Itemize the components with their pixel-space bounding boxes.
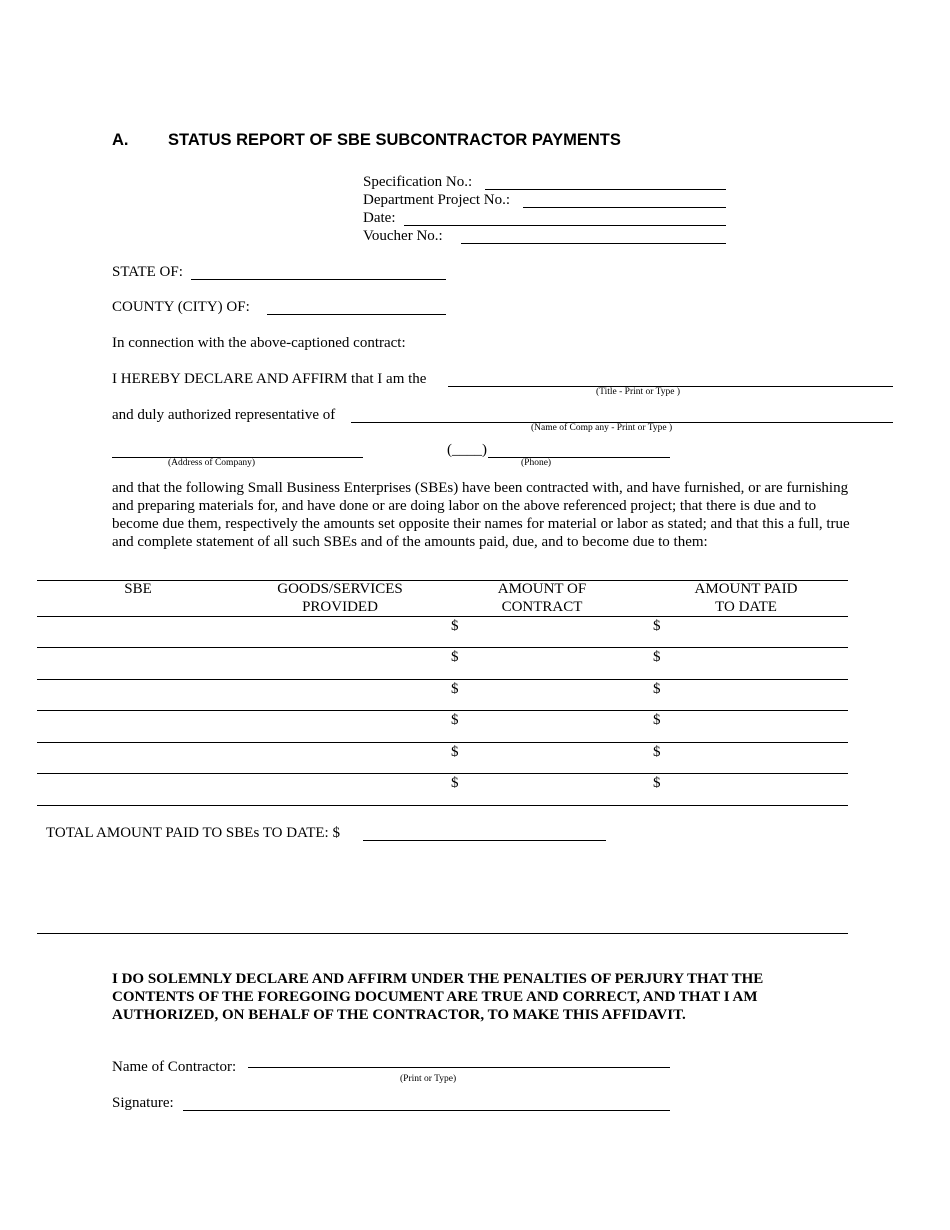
contractor-name-input[interactable] <box>248 1067 670 1068</box>
table-header-border <box>37 616 848 617</box>
phone-input[interactable] <box>488 457 670 458</box>
intro-text: In connection with the above-captioned contract: <box>112 335 406 351</box>
row-divider <box>37 805 848 806</box>
paid-currency: $ <box>653 775 661 791</box>
row-divider <box>37 679 848 680</box>
statement-paragraph: and that the following Small Business Enterprises (SBEs) have been contracted with, and have furnished, or are furnishing and preparing materials for, and have done or are doing labor on the above referenced project; that there is due and to become due them, respectively the amounts set opposite their names for material or labor as stated; and that this a full, true and complete statement of all such SBEs and of the amounts paid, due, and to become due to them: <box>112 480 850 550</box>
spec-input[interactable] <box>485 189 726 190</box>
county-label: COUNTY (CITY) OF: <box>112 299 250 315</box>
state-input[interactable] <box>191 279 446 280</box>
paid-currency: $ <box>653 618 661 634</box>
paid-currency: $ <box>653 649 661 665</box>
paid-currency: $ <box>653 681 661 697</box>
paid-currency: $ <box>653 744 661 760</box>
contractor-hint: (Print or Type) <box>400 1074 457 1084</box>
col-header-contract-1: AMOUNT OF <box>497 581 587 597</box>
paid-currency: $ <box>653 712 661 728</box>
signature-input[interactable] <box>183 1110 670 1111</box>
contract-currency: $ <box>451 712 459 728</box>
company-name-hint: (Name of Comp any - Print or Type ) <box>531 423 673 433</box>
row-divider <box>37 742 848 743</box>
col-header-paid-1: AMOUNT PAID <box>694 581 798 597</box>
voucher-input[interactable] <box>461 243 726 244</box>
project-input[interactable] <box>523 207 726 208</box>
address-hint: (Address of Company) <box>168 458 256 468</box>
row-divider <box>37 647 848 648</box>
contract-currency: $ <box>451 649 459 665</box>
contract-currency: $ <box>451 744 459 760</box>
section-letter: A. <box>112 131 129 149</box>
affirm-label: I HEREBY DECLARE AND AFFIRM that I am the <box>112 371 427 387</box>
date-label: Date: <box>363 210 396 226</box>
total-label: TOTAL AMOUNT PAID TO SBEs TO DATE: $ <box>46 825 340 841</box>
col-header-contract-2: CONTRACT <box>501 599 583 615</box>
col-header-sbe: SBE <box>124 581 152 597</box>
col-header-goods-1: GOODS/SERVICES <box>277 581 403 597</box>
col-header-paid-2: TO DATE <box>715 599 777 615</box>
date-input[interactable] <box>404 225 726 226</box>
project-label: Department Project No.: <box>363 192 511 208</box>
voucher-label: Voucher No.: <box>363 228 443 244</box>
contractor-label: Name of Contractor: <box>112 1059 237 1075</box>
county-input[interactable] <box>267 314 446 315</box>
contract-currency: $ <box>451 775 459 791</box>
perjury-declaration: I DO SOLEMNLY DECLARE AND AFFIRM UNDER THE PENALTIES OF PERJURY THAT THE CONTENTS OF THE FOREGOING DOCUMENT ARE TRUE AND CORRECT, AND THAT I AM AUTHORIZED, ON BEHALF OF THE CONTRACTOR, TO MAKE THIS AFFIDAVIT. <box>112 971 764 1023</box>
contract-currency: $ <box>451 618 459 634</box>
rep-label: and duly authorized representative of <box>112 407 336 423</box>
phone-hint: (Phone) <box>521 458 552 468</box>
col-header-goods-2: PROVIDED <box>302 599 378 615</box>
spec-label: Specification No.: <box>363 174 473 190</box>
phone-area-code: (____) <box>447 442 487 458</box>
state-label: STATE OF: <box>112 264 183 280</box>
row-divider <box>37 773 848 774</box>
title-hint: (Title - Print or Type ) <box>596 387 681 397</box>
signature-label: Signature: <box>112 1095 174 1111</box>
contract-currency: $ <box>451 681 459 697</box>
total-input[interactable] <box>363 840 606 841</box>
page-title: STATUS REPORT OF SBE SUBCONTRACTOR PAYMENTS <box>168 131 621 149</box>
row-divider <box>37 710 848 711</box>
section-divider <box>37 933 848 934</box>
